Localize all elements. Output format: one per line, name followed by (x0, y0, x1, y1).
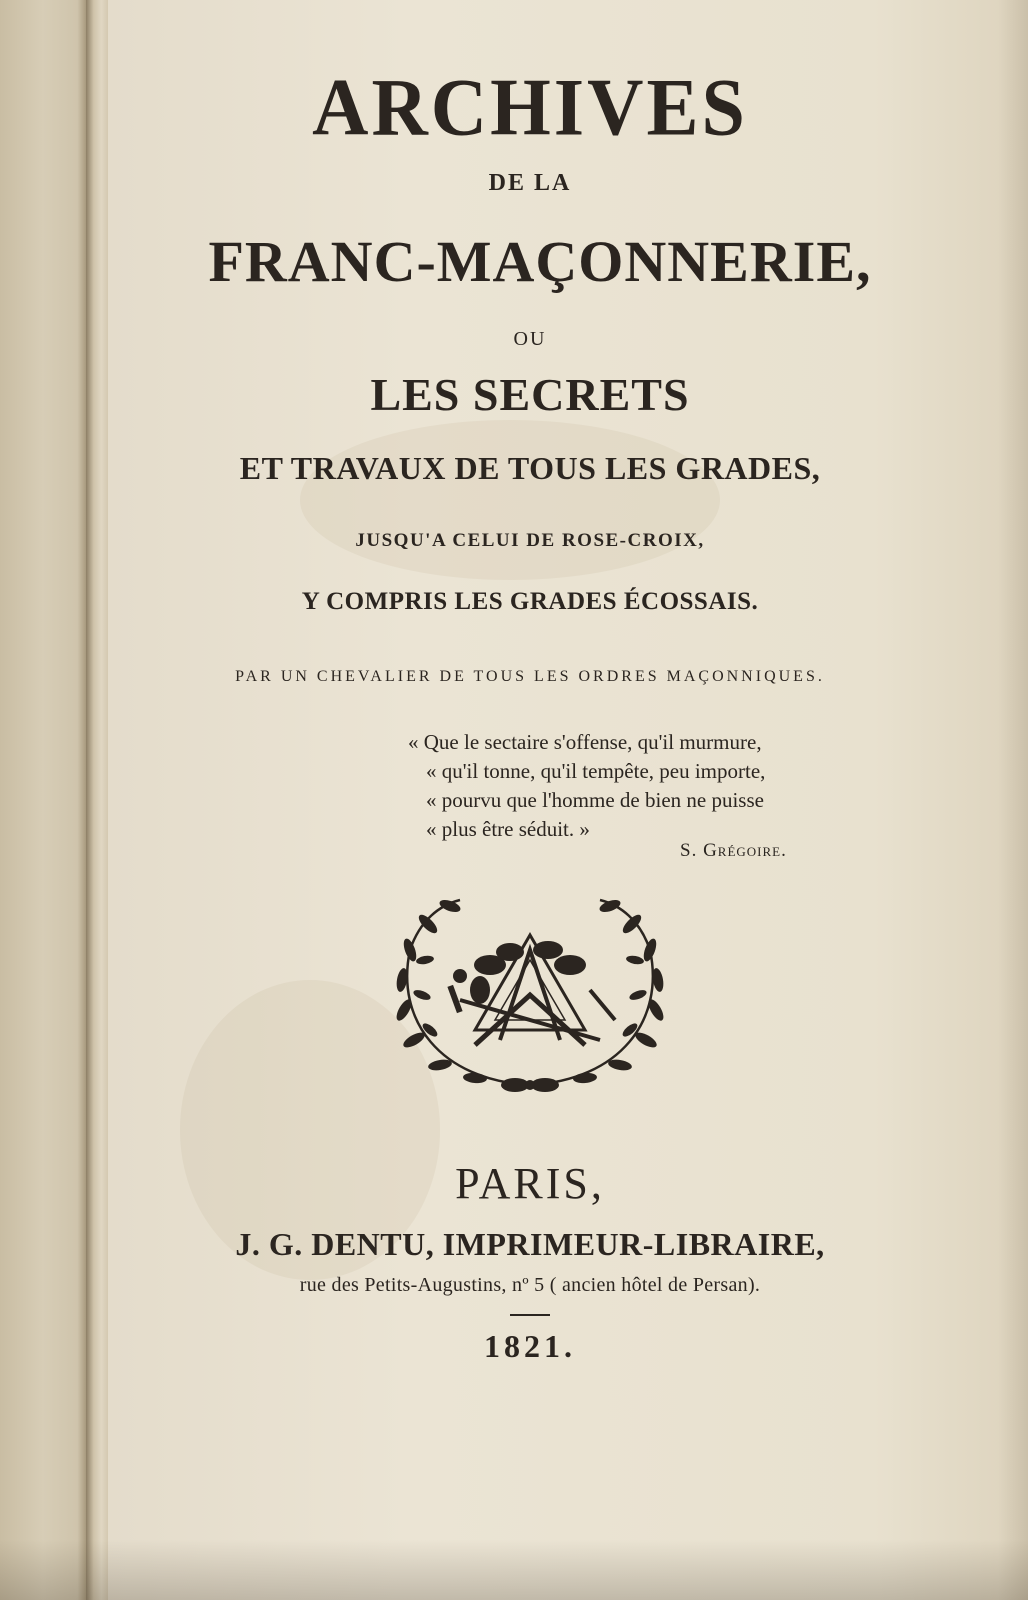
epigraph-line: « Que le sectaire s'offense, qu'il murmure, (408, 730, 762, 754)
title-page (110, 0, 1028, 1600)
imprint-year: 1821. (484, 1328, 576, 1364)
epigraph (408, 728, 868, 844)
title-ou: OU (513, 328, 547, 350)
author-line: PAR UN CHEVALIER DE TOUS LES ORDRES MAÇONNIQUES. (235, 668, 825, 685)
title-archives: ARCHIVES (312, 60, 748, 153)
title-grades-ecossais: Y COMPRIS LES GRADES ÉCOSSAIS. (301, 588, 759, 615)
epigraph-attribution: S. Grégoire. (680, 840, 787, 861)
bottom-shadow (0, 1540, 1028, 1600)
divider-rule (510, 1314, 550, 1316)
epigraph-line: « pourvu que l'homme de bien ne puisse (426, 788, 764, 812)
epigraph-line: « qu'il tonne, qu'il tempête, peu importe, (426, 759, 766, 783)
epigraph-line: « plus être séduit. » (426, 817, 590, 841)
book-gutter (86, 0, 108, 1600)
title-et-travaux: ET TRAVAUX DE TOUS LES GRADES, (239, 450, 821, 486)
imprint-address: rue des Petits-Augustins, nº 5 ( ancien hôtel de Persan). (299, 1274, 761, 1296)
title-les-secrets: LES SECRETS (370, 369, 690, 420)
masonic-square-compass-wreath-icon (380, 890, 680, 1100)
title-rose-croix: JUSQU'A CELUI DE ROSE-CROIX, (355, 530, 705, 551)
title-franc-maconnerie: FRANC-MAÇONNERIE, (208, 229, 872, 294)
left-flyleaf (0, 0, 86, 1600)
title-de-la: DE LA (488, 170, 572, 196)
imprint-city: PARIS, (455, 1159, 605, 1208)
imprint-printer: J. G. DENTU, IMPRIMEUR-LIBRAIRE, (235, 1226, 825, 1262)
